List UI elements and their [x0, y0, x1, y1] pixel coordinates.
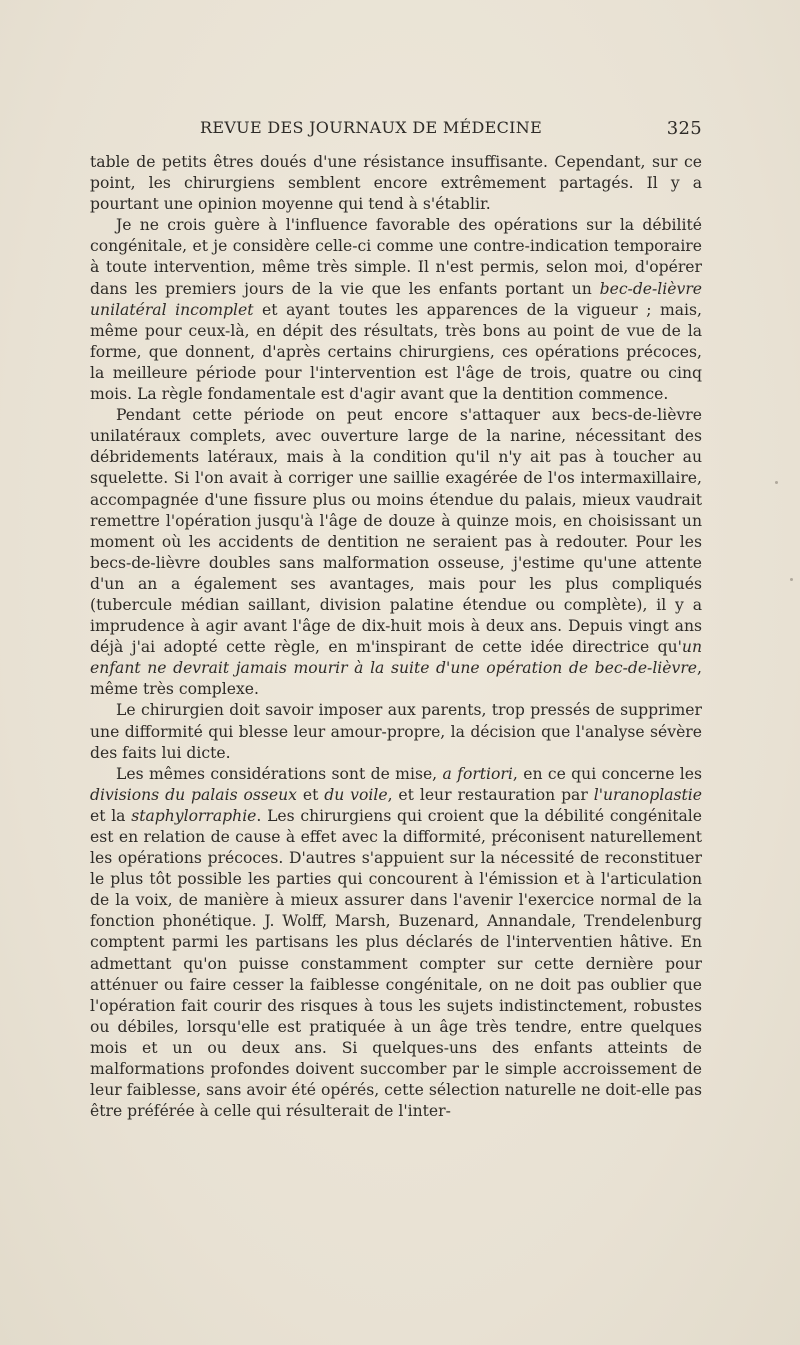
italic-text: staphylorraphie	[131, 806, 257, 825]
text-run: table de petits êtres doués d'une résistance insuffisante. Cependant, sur ce point, les chirurgiens semblent encore extrêmement partagés. Il y a pourtant une opinion moyenne qui tend à s'établir.	[90, 153, 702, 214]
paragraph	[90, 764, 702, 1123]
text-run: Les mêmes considérations sont de mise,	[116, 764, 443, 783]
text-run: et ayant toutes les apparences de la vigueur ; mais, même pour ceux-là, en dépit des résultats, très bons au point de vue de la forme, que donnent, d'après certains chirurgiens, ces opérations précoces, la meilleure période pour l'intervention est l'âge de trois, quatre ou cinq mois. La règle fondamentale est d'agir avant que la dentition commence.	[90, 300, 703, 404]
paragraph	[90, 152, 702, 215]
page-number: 325	[666, 118, 702, 139]
text-run: Je ne crois guère à l'influence favorable des opérations sur la débilité congénitale, et je considère celle-ci comme une contre-indication temporaire à toute intervention, même très simple. Il n'est permis, selon moi, d'opérer dans les premiers jours de la vie que les enfants portant un	[90, 216, 702, 298]
italic-text: l'uranoplastie	[593, 785, 702, 804]
page-header	[90, 118, 702, 144]
paragraph	[90, 700, 702, 763]
text-run: , même très complexe.	[90, 659, 702, 699]
italic-text: divisions du palais osseux	[90, 785, 297, 804]
text-run: Le chirurgien doit savoir imposer aux parents, trop pressés de supprimer une difformité qui blesse leur amour-propre, la décision que l'analyse sévère des faits lui dicte.	[90, 701, 702, 762]
text-run: et la	[90, 806, 132, 825]
italic-text: a fortiori	[442, 764, 513, 783]
body-text	[90, 152, 702, 1122]
running-title: REVUE DES JOURNAUX DE MÉDECINE	[200, 118, 543, 137]
text-run: . Les chirurgiens qui croient que la débilité congénitale est en relation de cause à effet avec la difformité, préconisent naturellement les opérations précoces. D'autres s'appuient sur la nécessité de reconstituer le plus tôt possible les parties qui concourent à l'émission et à l'articulation de la voix, de manière à mieux assurer dans l'avenir l'exercice normal de la fonction phonétique. J. Wolff, Marsh, Buzenard, Annandale, Trendelenburg comptent parmi les partisans les plus déclarés de l'interventien hâtive. En admettant qu'on puisse constamment compter sur cette dernière pour atténuer ou faire cesser la faiblesse congénitale, on ne doit pas oublier que l'opération fait courir des risques à tous les sujets indistinctement, robustes ou débiles, lorsqu'elle est pratiquée à un âge très tendre, entre quelques mois et un ou deux ans. Si quelques-uns des enfants atteints de malformations profondes doivent succomber par le simple accroissement de leur faiblesse, sans avoir été opérés, cette sélection naturelle ne doit-elle pas être préférée à celle qui résulterait de l'inter-	[90, 806, 702, 1121]
text-run: , en ce qui concerne les	[512, 764, 703, 783]
paragraph	[90, 215, 702, 405]
italic-text: bec-de-lièvre unilatéral incomplet	[90, 279, 702, 319]
italic-text: un enfant ne devrait jamais mourir à la suite d'une opération de bec-de-lièvre	[90, 638, 702, 678]
text-run: et	[296, 785, 325, 804]
margin-speck	[775, 481, 778, 484]
text-run: Pendant cette période on peut encore s'attaquer aux becs-de-lièvre unilatéraux complets, avec ouverture large de la narine, nécessitant des débridements latéraux, mais à la condition qu'il n'y ait pas à toucher au squelette. Si l'on avait à corriger une saillie exagérée de l'os intermaxillaire, accompagnée d'une fissure plus ou moins étendue du palais, mieux vaudrait remettre l'opération jusqu'à l'âge de douze à quinze mois, en choisissant un moment où les accidents de dentition ne seraient pas à redouter. Pour les becs-de-lièvre doubles sans malformation osseuse, j'estime qu'une attente d'un an a également ses avantages, mais pour les plus compliqués (tubercule médian saillant, division palatine étendue ou complète), il y a imprudence à agir avant l'âge de dix-huit mois à deux ans. Depuis vingt ans déjà j'ai adopté cette règle, en m'inspirant de cette idée directrice qu'	[90, 406, 702, 657]
paragraph	[90, 405, 702, 700]
margin-speck	[790, 578, 793, 581]
italic-text: du voile	[324, 785, 388, 804]
text-run: , et leur restauration par	[387, 785, 594, 804]
